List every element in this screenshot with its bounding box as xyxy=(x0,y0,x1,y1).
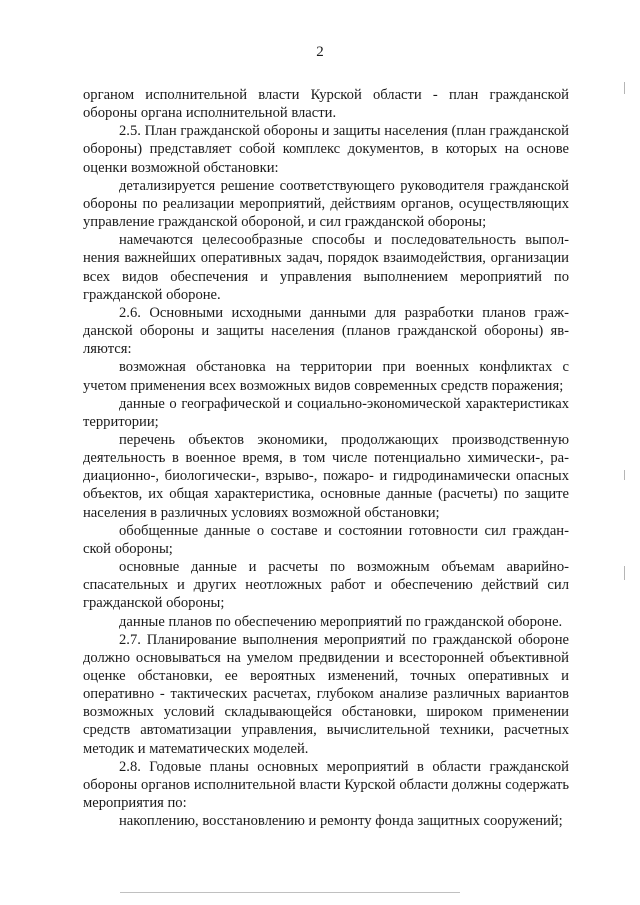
scan-margin-mark-top xyxy=(624,82,625,94)
paragraph-2: 2.5. План гражданской обороны и защиты населения (план гражданской обороны) представляет собой комплекс документов, в которых на основе оценки возможной обстановки: xyxy=(83,123,569,176)
paragraph-14: накоплению, восстановлению и ремонту фонда защитных сооружений; xyxy=(119,813,563,830)
document-body xyxy=(83,86,569,830)
scan-margin-mark-lower xyxy=(624,566,625,580)
paragraph-10: основные данные и расчеты по возможным объемам аварийно-спасательных и других неотложных работ и обеспечению действий сил гражданской обороны; xyxy=(83,559,569,612)
paragraph-5: 2.6. Основными исходными данными для разработки планов гражданской обороны и защиты населения (планов гражданской обороны) являются: xyxy=(83,304,569,358)
paragraph-6: возможная обстановка на территории при военных конфликтах с учетом применения всех возможных видов современных средств поражения; xyxy=(83,359,569,394)
paragraph-13: 2.8. Годовые планы основных мероприятий в области гражданской обороны органов исполнительной власти Курской области должны содержать мероприятия по: xyxy=(83,758,569,812)
scan-bottom-rule xyxy=(120,892,460,893)
paragraph-9: обобщенные данные о составе и состоянии готовности сил гражданской обороны; xyxy=(83,522,569,557)
paragraph-7: данные о географической и социально-экономической характеристиках территории; xyxy=(83,395,569,430)
paragraph-11: данные планов по обеспечению мероприятий по гражданской обороне. xyxy=(119,613,563,630)
paragraph-12: 2.7. Планирование выполнения мероприятий по гражданской обороне должно основываться на умелом предвидении и всесторонней объективной оценке обстановки, ее вероятных изменений, точных оперативных и оперативно - тактических расчетах, глубоком анализе различных вариантов возможных условий складывающейся обстановки, широком применении средств автоматизации управления, вычислительной техники, расчетных методик и математических моделей. xyxy=(83,631,569,757)
paragraph-3: детализируется решение соответствующего руководителя гражданской обороны по реализации мероприятий, действиям органов, осуществляющих управление гражданской обороной, и сил гражданской обороны; xyxy=(83,177,569,231)
paragraph-8: перечень объектов экономики, продолжающих производственную деятельность в военное время, в том числе потенциально химически-, радиационно-, биологически-, взрыво-, пожаро- и гидродинамически опасных объектов, их общая характеристика, основные данные (расчеты) по защите населения в различных условиях возможной обстановки; xyxy=(83,431,569,521)
page-number: 2 xyxy=(316,44,324,60)
paragraph-4: намечаются целесообразные способы и последовательность выполнения важнейших оперативных задач, порядок взаимодействия, организации всех видов обеспечения и управления выполнением мероприятий по гражданской обороне. xyxy=(83,232,569,303)
scan-margin-mark-middle xyxy=(624,470,625,480)
paragraph-1: органом исполнительной власти Курской области - план гражданской обороны органа исполнительной власти. xyxy=(83,87,569,122)
